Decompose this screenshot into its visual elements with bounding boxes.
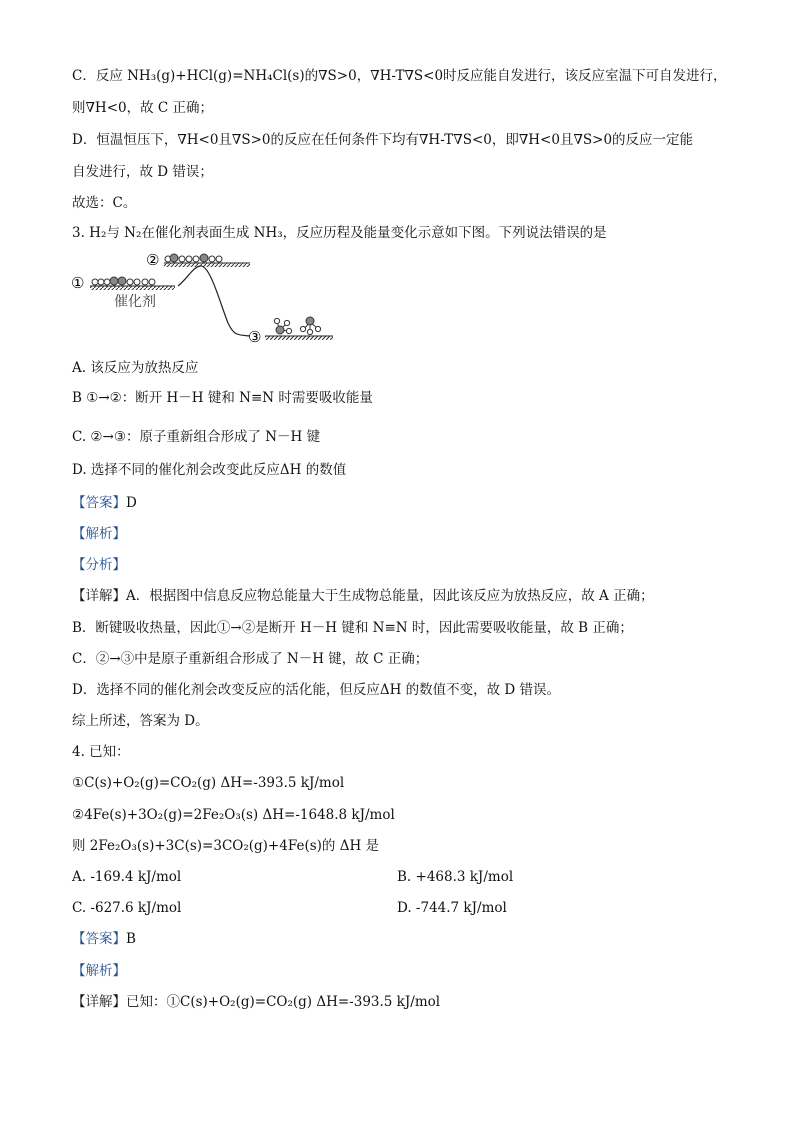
q4-option-b: B. +468.3 kJ/mol bbox=[397, 869, 514, 885]
answer-tag: 【答案】 bbox=[72, 931, 126, 947]
q4-answer bbox=[72, 930, 136, 948]
state-2-label: ② bbox=[146, 251, 160, 269]
state-1-label: ① bbox=[71, 274, 85, 292]
q3-detail-c: C．②→③中是原子重新组合形成了 N－H 键，故 C 正确； bbox=[72, 651, 429, 667]
state-3-label: ③ bbox=[248, 328, 262, 346]
q3-option-a: A. 该反应为放热反应 bbox=[72, 360, 199, 376]
prev-choice: 故选：C。 bbox=[72, 195, 137, 211]
prev-d-line1: D．恒温恒压下，∇H<0且∇S>0的反应在任何条件下均有∇H-T∇S<0，即∇H<0且∇S>0的反应一定能 bbox=[72, 132, 694, 148]
adsorbed-atoms-2 bbox=[165, 254, 222, 262]
detail-text: 已知：①C(s)+O₂(g)=CO₂(g) ΔH=-393.5 kJ/mol bbox=[126, 994, 441, 1010]
q4-eq1: ①C(s)+O₂(g)=CO₂(g) ΔH=-393.5 kJ/mol bbox=[72, 775, 345, 791]
fenxi-tag: 【分析】 bbox=[72, 557, 126, 573]
q4-option-c: C. -627.6 kJ/mol bbox=[72, 900, 182, 916]
ammonia-molecules bbox=[274, 317, 320, 335]
detail-tag: 【详解】 bbox=[72, 588, 126, 604]
energy-curve bbox=[178, 266, 250, 336]
q3-detail-a bbox=[72, 587, 654, 605]
q4-option-d: D. -744.7 kJ/mol bbox=[397, 900, 507, 916]
q3-answer bbox=[72, 494, 137, 512]
analysis-tag: 【解析】 bbox=[72, 526, 126, 542]
q3-option-b: B ①→②：断开 H－H 键和 N≡N 时需要吸收能量 bbox=[72, 390, 373, 406]
prev-c-line2: 则∇H<0，故 C 正确； bbox=[72, 100, 214, 116]
q3-stem: 3. H₂与 N₂在催化剂表面生成 NH₃，反应历程及能量变化示意如下图。下列说法错误的是 bbox=[72, 225, 607, 241]
q4-stem: 4. 已知： bbox=[72, 744, 130, 760]
reaction-energy-diagram bbox=[70, 248, 350, 348]
q3-option-d: D. 选择不同的催化剂会改变此反应ΔH 的数值 bbox=[72, 462, 347, 478]
answer-tag: 【答案】 bbox=[72, 495, 126, 511]
q3-summary: 综上所述，答案为 D。 bbox=[72, 713, 209, 729]
detail-tag: 【详解】 bbox=[72, 994, 126, 1010]
q3-analysis-tag bbox=[72, 525, 126, 543]
q3-detail-d: D．选择不同的催化剂会改变反应的活化能，但反应ΔH 的数值不变，故 D 错误。 bbox=[72, 682, 561, 698]
q4-ask: 则 2Fe₂O₃(s)+3C(s)=3CO₂(g)+4Fe(s)的 ΔH 是 bbox=[72, 838, 380, 854]
catalyst-label: 催化剂 bbox=[114, 294, 156, 310]
q3-detail-b: B．断键吸收热量，因此①→②是断开 H－H 键和 N≡N 时，因此需要吸收能量，故 B 正确； bbox=[72, 620, 633, 636]
answer-value: B bbox=[126, 931, 136, 947]
q4-detail bbox=[72, 993, 440, 1011]
prev-d-line2: 自发进行，故 D 错误； bbox=[72, 164, 213, 180]
q4-option-a: A. -169.4 kJ/mol bbox=[72, 869, 182, 885]
detail-text: A．根据图中信息反应物总能量大于生成物总能量，因此该反应为放热反应，故 A 正确； bbox=[126, 588, 654, 604]
analysis-tag: 【解析】 bbox=[72, 963, 126, 979]
q4-eq2: ②4Fe(s)+3O₂(g)=2Fe₂O₃(s) ΔH=-1648.8 kJ/mol bbox=[72, 807, 395, 823]
q4-analysis-tag bbox=[72, 962, 126, 980]
q3-fenxi-tag bbox=[72, 556, 126, 574]
answer-value: D bbox=[126, 495, 137, 511]
adsorbed-molecules-1 bbox=[92, 277, 155, 285]
q3-option-c: C. ②→③：原子重新组合形成了 N－H 键 bbox=[72, 429, 321, 445]
prev-c-line1: C．反应 NH₃(g)+HCl(g)=NH₄Cl(s)的∇S>0，∇H-T∇S<0时反应能自发进行，该反应室温下可自发进行， bbox=[72, 68, 727, 84]
